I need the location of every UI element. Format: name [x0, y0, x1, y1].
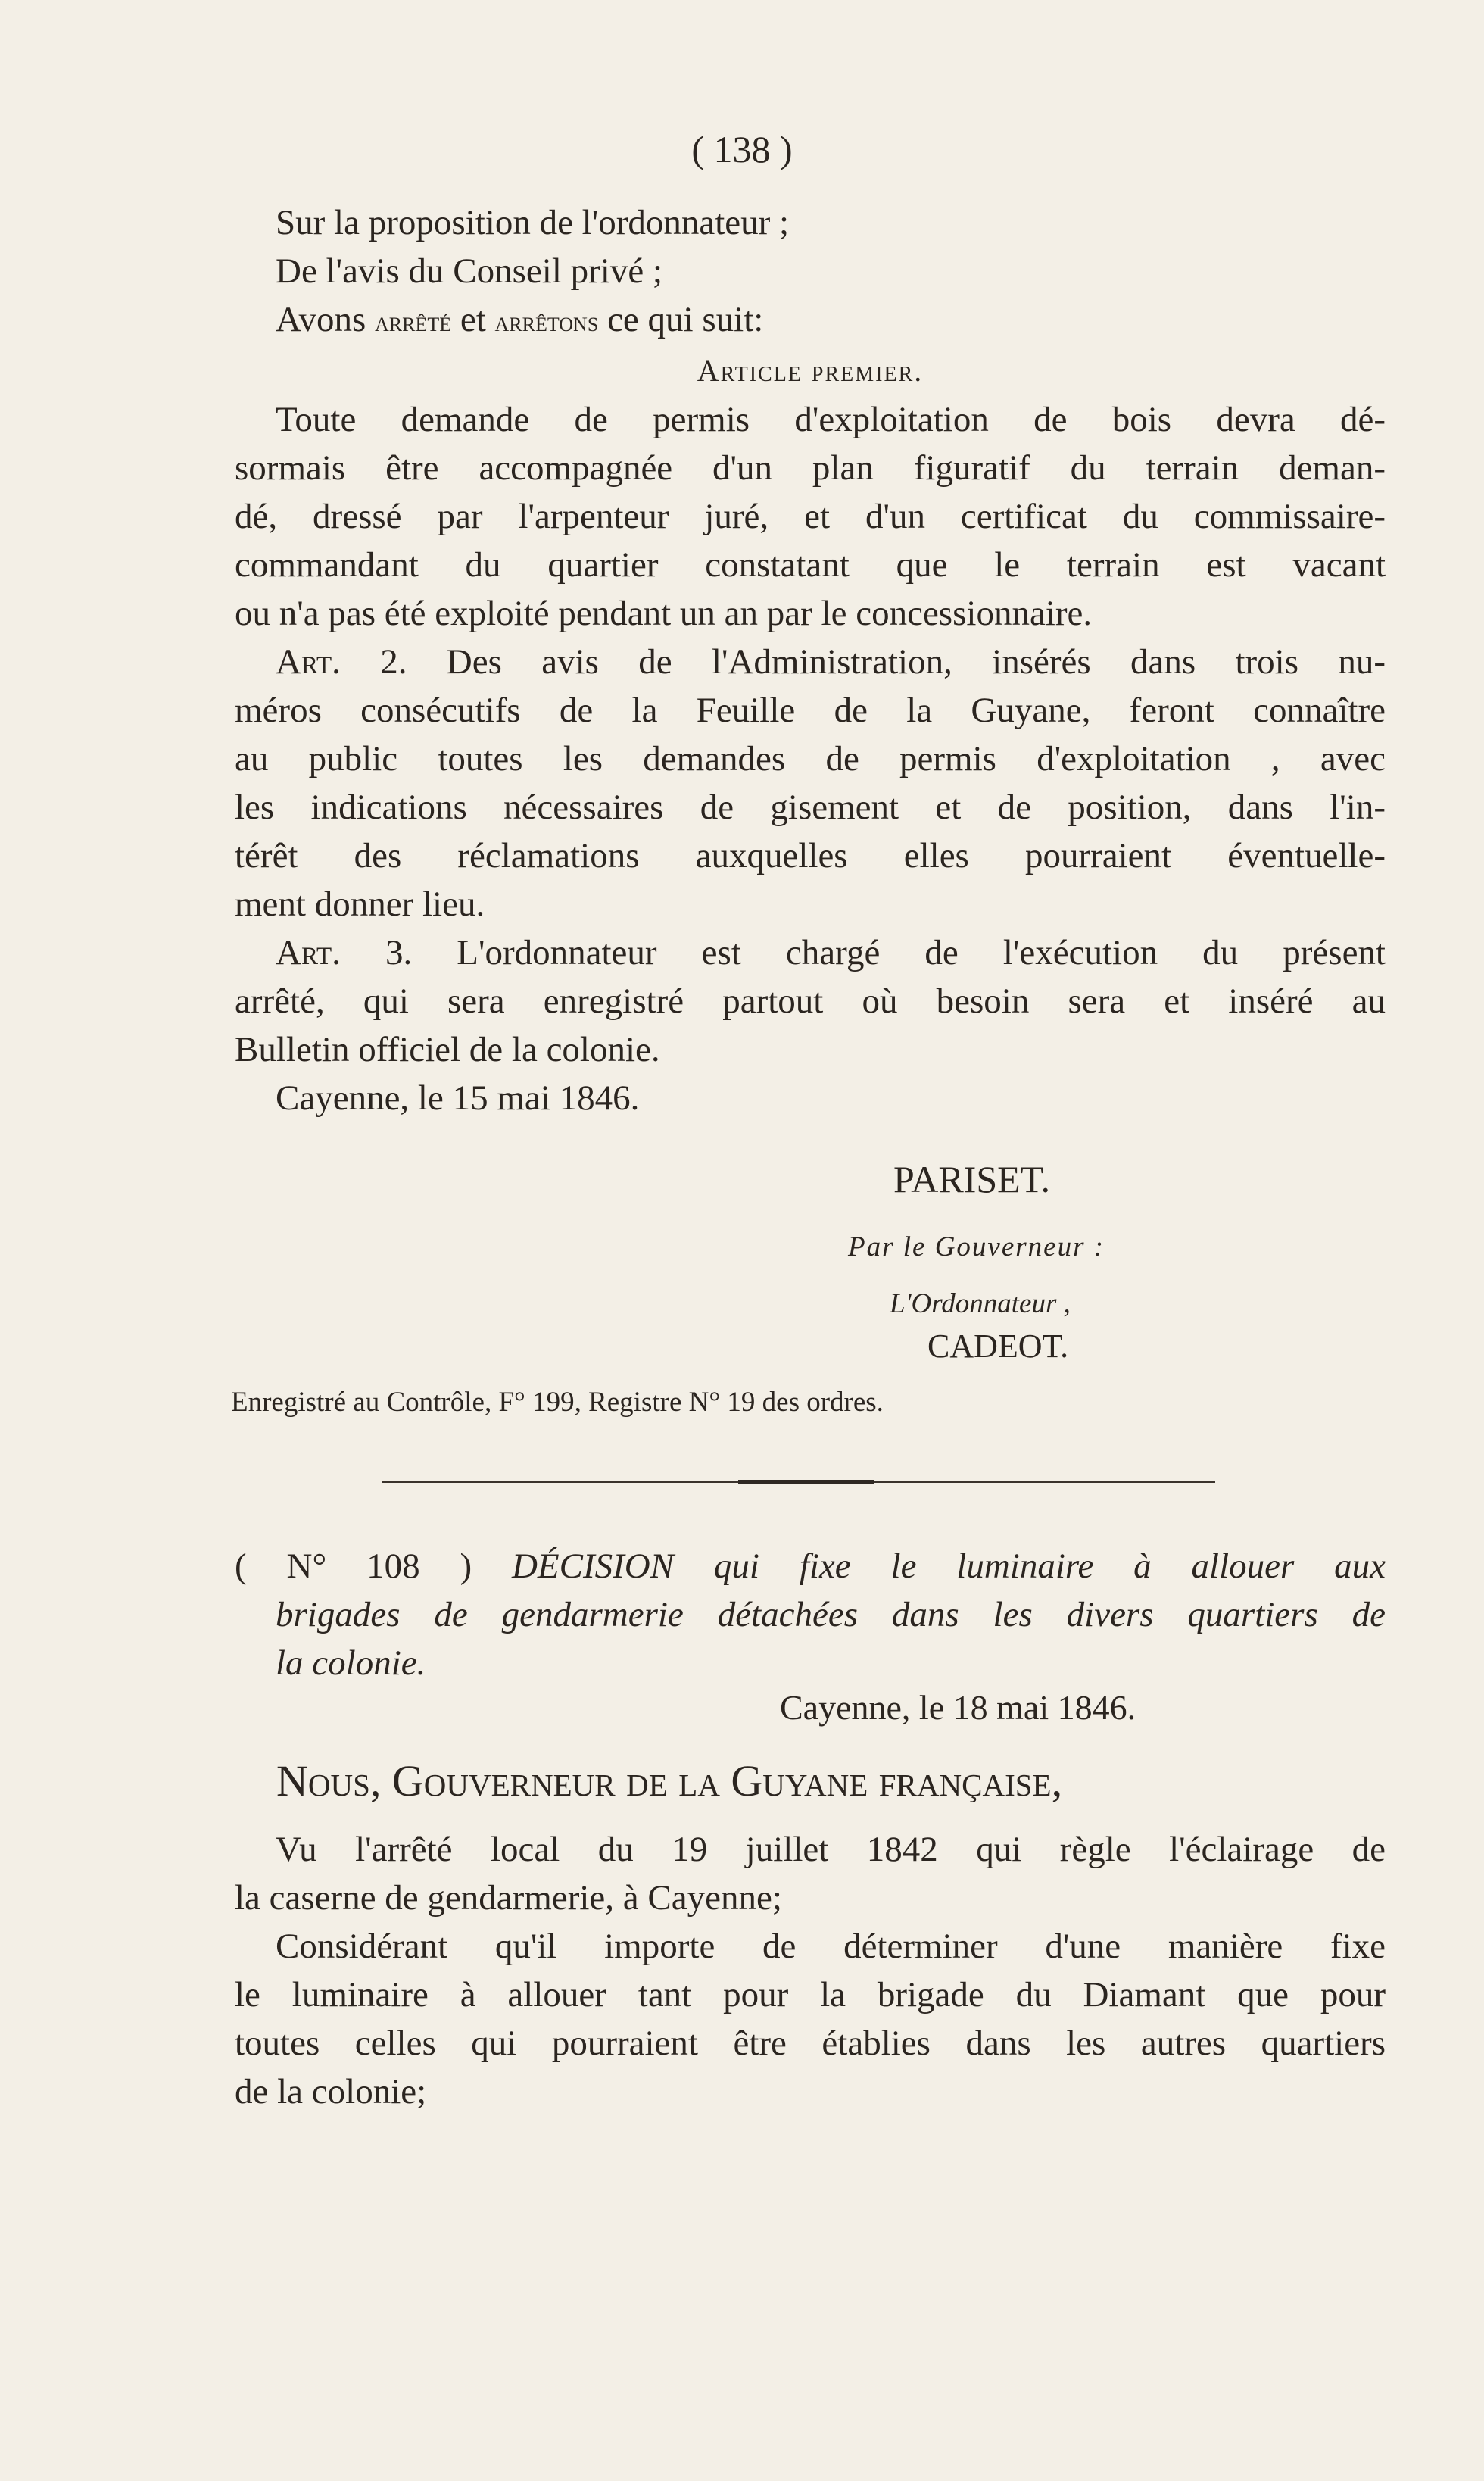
- decision-text: [235, 1542, 1386, 1687]
- preamble-line: Sur la proposition de l'ordonnateur ;: [276, 203, 790, 242]
- decision-body-line: de la colonie;: [235, 2072, 427, 2111]
- article3-line: arrêté, qui sera enregistré partout où besoin sera et inséré au: [235, 981, 1386, 1021]
- nous-heading: Nous, Gouverneur de la Guyane française,: [276, 1756, 1063, 1805]
- article3-line: Bulletin officiel de la colonie.: [235, 1030, 660, 1069]
- article1-line: Toute demande de permis d'exploitation de bois devra dé-: [276, 400, 1386, 439]
- par-le-gouverneur: Par le Gouverneur :: [848, 1231, 1105, 1262]
- article2-line: Art. 2. Des avis de l'Administration, insérés dans trois nu-: [276, 642, 1386, 682]
- signature-cadeot: CADEOT.: [928, 1328, 1069, 1365]
- article3-label: Art. 3.: [276, 933, 413, 972]
- decision-body-line: Considérant qu'il importe de déterminer d'une manière fixe: [276, 1927, 1386, 1966]
- decision-body-line: le luminaire à allouer tant pour la brigade du Diamant que pour: [235, 1975, 1386, 2014]
- article1-line: sormais être accompagnée d'un plan figuratif du terrain deman-: [235, 448, 1386, 488]
- article1-line: dé, dressé par l'arpenteur juré, et d'un certificat du commissaire-: [235, 497, 1386, 536]
- decision-body-line: Vu l'arrêté local du 19 juillet 1842 qui règle l'éclairage de: [276, 1830, 1386, 1869]
- decision-body: [235, 1825, 1386, 2116]
- article2-line: méros consécutifs de la Feuille de la Guyane, feront connaître: [235, 691, 1386, 730]
- article2-label: Art. 2.: [276, 642, 407, 682]
- decree-text: [235, 198, 1386, 1122]
- article1-line: ou n'a pas été exploité pendant un an par le concessionnaire.: [235, 594, 1093, 633]
- article2-line: ment donner lieu.: [235, 885, 485, 924]
- article2-line: les indications nécessaires de gisement et de position, dans l'in-: [235, 788, 1386, 827]
- signature-pariset: PARISET.: [893, 1158, 1051, 1200]
- section-divider: [382, 1481, 1215, 1483]
- article2-line: térêt des réclamations auxquelles elles pourraient éventuelle-: [235, 836, 1386, 875]
- decision-body-line: toutes celles qui pourraient être établies dans les autres quartiers: [235, 2024, 1386, 2063]
- decision-title-line: la colonie.: [276, 1643, 426, 1683]
- ordonnateur-label: L'Ordonnateur ,: [890, 1288, 1071, 1319]
- avons-line: Avons arrêté et arrêtons ce qui suit:: [276, 300, 764, 339]
- decision-body-line: la caserne de gendarmerie, à Cayenne;: [235, 1878, 782, 1918]
- decision-number: ( N° 108 ): [235, 1546, 472, 1586]
- decision-title-line: ( N° 108 ) DÉCISION qui fixe le luminaire à allouer aux: [235, 1546, 1386, 1586]
- date-line: Cayenne, le 15 mai 1846.: [276, 1078, 640, 1118]
- article1-line: commandant du quartier constatant que le terrain est vacant: [235, 545, 1386, 585]
- preamble-line: De l'avis du Conseil privé ;: [276, 251, 663, 291]
- article2-line: au public toutes les demandes de permis d'exploitation , avec: [235, 739, 1386, 779]
- decision-title-line: brigades de gendarmerie détachées dans les divers quartiers de: [276, 1595, 1386, 1634]
- decision-date: Cayenne, le 18 mai 1846.: [780, 1688, 1136, 1727]
- page-number: ( 138 ): [691, 128, 793, 170]
- registre-line: Enregistré au Contrôle, F° 199, Registre N° 19 des ordres.: [231, 1387, 884, 1418]
- article-heading: Article premier.: [697, 354, 924, 388]
- article3-line: Art. 3. L'ordonnateur est chargé de l'exécution du présent: [276, 933, 1386, 972]
